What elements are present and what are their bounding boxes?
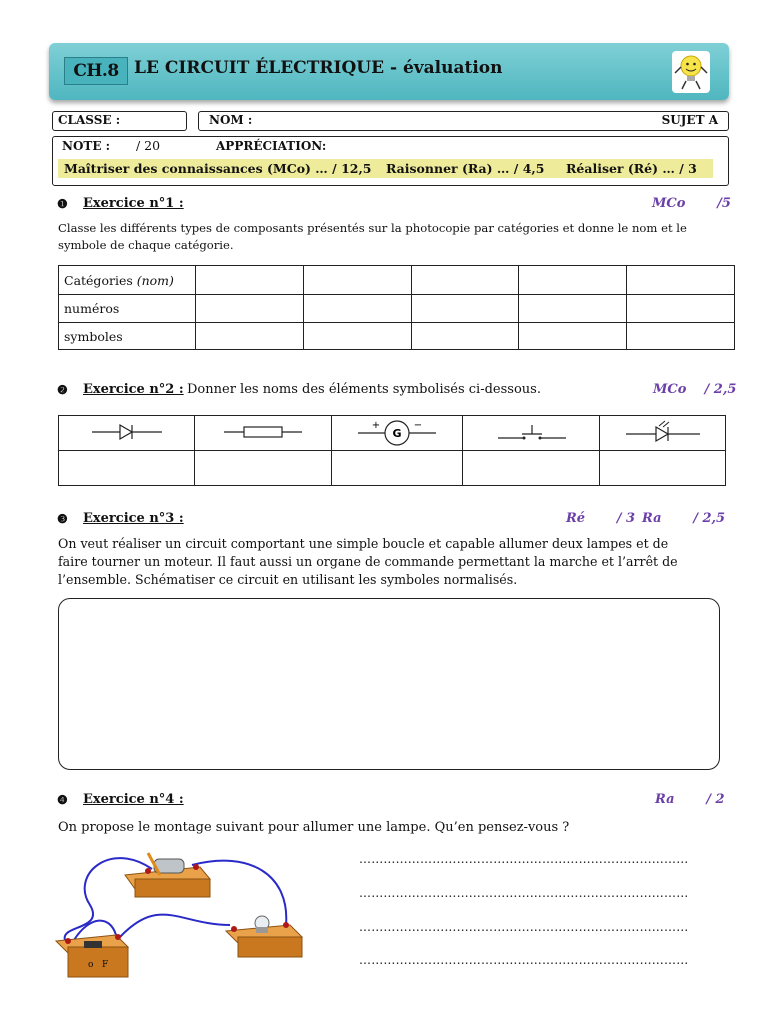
table-cell[interactable] <box>303 323 411 350</box>
ex2-bullet: ❷ <box>57 383 68 397</box>
table-cell[interactable] <box>196 295 304 323</box>
ex3-title: Exercice n°3 : <box>83 511 184 526</box>
ex1-bullet: ❶ <box>57 197 68 211</box>
ex4-title: Exercice n°4 : <box>83 792 184 807</box>
title-main: LE CIRCUIT ÉLECTRIQUE <box>134 58 385 78</box>
note-label: NOTE : <box>62 139 111 153</box>
page-title <box>134 58 503 78</box>
ex1-row-numeros: numéros <box>59 295 196 323</box>
ex4-instruction: On propose le montage suivant pour allumer une lampe. Qu’en pensez-vous ? <box>58 820 570 835</box>
ex1-instruction-2: symbole de chaque catégorie. <box>58 238 234 252</box>
generator-plus: + <box>371 419 381 431</box>
generator-cell <box>332 416 463 451</box>
ex3-line-3: l’ensemble. Schématiser ce circuit en utilisant les symboles normalisés. <box>58 572 518 587</box>
ex1-score: MCo /5 <box>652 196 731 211</box>
diode-cell <box>59 416 195 451</box>
table-cell[interactable] <box>195 451 332 486</box>
table-row <box>59 295 735 323</box>
competence-ra: Raisonner (Ra) … / 4,5 <box>386 161 545 176</box>
ex4-answer-line-2[interactable]: ……………………………………………………………………… <box>359 886 689 900</box>
ex1-table <box>58 265 735 350</box>
note-value: / 20 <box>136 138 161 153</box>
ex2-table <box>58 415 726 486</box>
chapter-badge: CH.8 <box>64 57 128 85</box>
table-cell[interactable] <box>303 295 411 323</box>
table-cell[interactable] <box>627 266 735 295</box>
title-subtitle: - évaluation <box>389 58 503 78</box>
resistor-symbol-icon <box>218 422 308 442</box>
table-cell[interactable] <box>59 451 195 486</box>
led-cell <box>600 416 726 451</box>
ex1-title: Exercice n°1 : <box>83 196 184 211</box>
table-row <box>59 416 726 451</box>
ex4-answer-line-4[interactable]: ……………………………………………………………………… <box>359 953 689 967</box>
ex1-row-categories <box>59 266 196 295</box>
generator-symbol-icon <box>352 417 442 447</box>
table-row <box>59 266 735 295</box>
table-cell[interactable] <box>627 323 735 350</box>
generator-letter: G <box>392 426 402 440</box>
table-cell[interactable] <box>303 266 411 295</box>
switch-cell <box>463 416 600 451</box>
classe-label: CLASSE : <box>58 113 121 127</box>
ex3-score-re: Ré / 3 <box>566 511 636 526</box>
lightbulb-mascot-icon <box>672 51 710 93</box>
classe-field[interactable] <box>52 111 187 131</box>
table-cell[interactable] <box>196 323 304 350</box>
ex4-answer-line-1[interactable]: ……………………………………………………………………… <box>359 852 689 866</box>
nom-field[interactable] <box>198 111 729 131</box>
table-cell[interactable] <box>411 266 519 295</box>
competence-re: Réaliser (Ré) … / 3 <box>566 161 697 176</box>
categories-label: Catégories <box>64 272 133 288</box>
circuit-illustration <box>50 845 320 985</box>
ex3-answer-box[interactable] <box>58 598 720 770</box>
table-cell[interactable] <box>519 295 627 323</box>
diode-symbol-icon <box>82 422 172 442</box>
appreciation-label: APPRÉCIATION: <box>216 139 327 153</box>
ex3-bullet: ❸ <box>57 512 68 526</box>
ex4-bullet: ❹ <box>57 793 68 807</box>
table-row <box>59 451 726 486</box>
resistor-cell <box>195 416 332 451</box>
switch-symbol-icon <box>486 420 576 444</box>
table-cell[interactable] <box>463 451 600 486</box>
table-row <box>59 323 735 350</box>
table-cell[interactable] <box>519 266 627 295</box>
nom-label: NOM : <box>209 113 253 127</box>
ex4-answer-line-3[interactable]: ……………………………………………………………………… <box>359 920 689 934</box>
ex3-score-ra: Ra / 2,5 <box>642 511 726 526</box>
competence-mco: Maîtriser des connaissances (MCo) … / 12,5 <box>64 161 372 176</box>
table-cell[interactable] <box>627 295 735 323</box>
ex1-instruction-1: Classe les différents types de composants présentés sur la photocopie par catégories et donne le nom et le <box>58 221 687 235</box>
led-symbol-icon <box>618 420 708 444</box>
generator-minus: − <box>413 419 423 431</box>
table-cell[interactable] <box>519 323 627 350</box>
table-cell[interactable] <box>600 451 726 486</box>
ex3-line-2: faire tourner un moteur. Il faut aussi un organe de commande permettant la marche et l’arrêt de <box>58 554 678 569</box>
table-cell[interactable] <box>411 295 519 323</box>
ex4-score: Ra / 2 <box>655 792 725 807</box>
switch-label: o F <box>88 960 109 970</box>
ex2-instruction: Donner les noms des éléments symbolisés ci-dessous. <box>187 382 541 397</box>
ex2-score: MCo / 2,5 <box>653 382 737 397</box>
ex3-line-1: On veut réaliser un circuit comportant une simple boucle et capable allumer deux lampes et de <box>58 536 669 551</box>
ex1-row-symboles: symboles <box>59 323 196 350</box>
sujet-label: SUJET A <box>661 113 718 127</box>
table-cell[interactable] <box>411 323 519 350</box>
table-cell[interactable] <box>196 266 304 295</box>
categories-note: (nom) <box>136 272 174 288</box>
table-cell[interactable] <box>332 451 463 486</box>
ex2-title: Exercice n°2 : <box>83 382 184 397</box>
